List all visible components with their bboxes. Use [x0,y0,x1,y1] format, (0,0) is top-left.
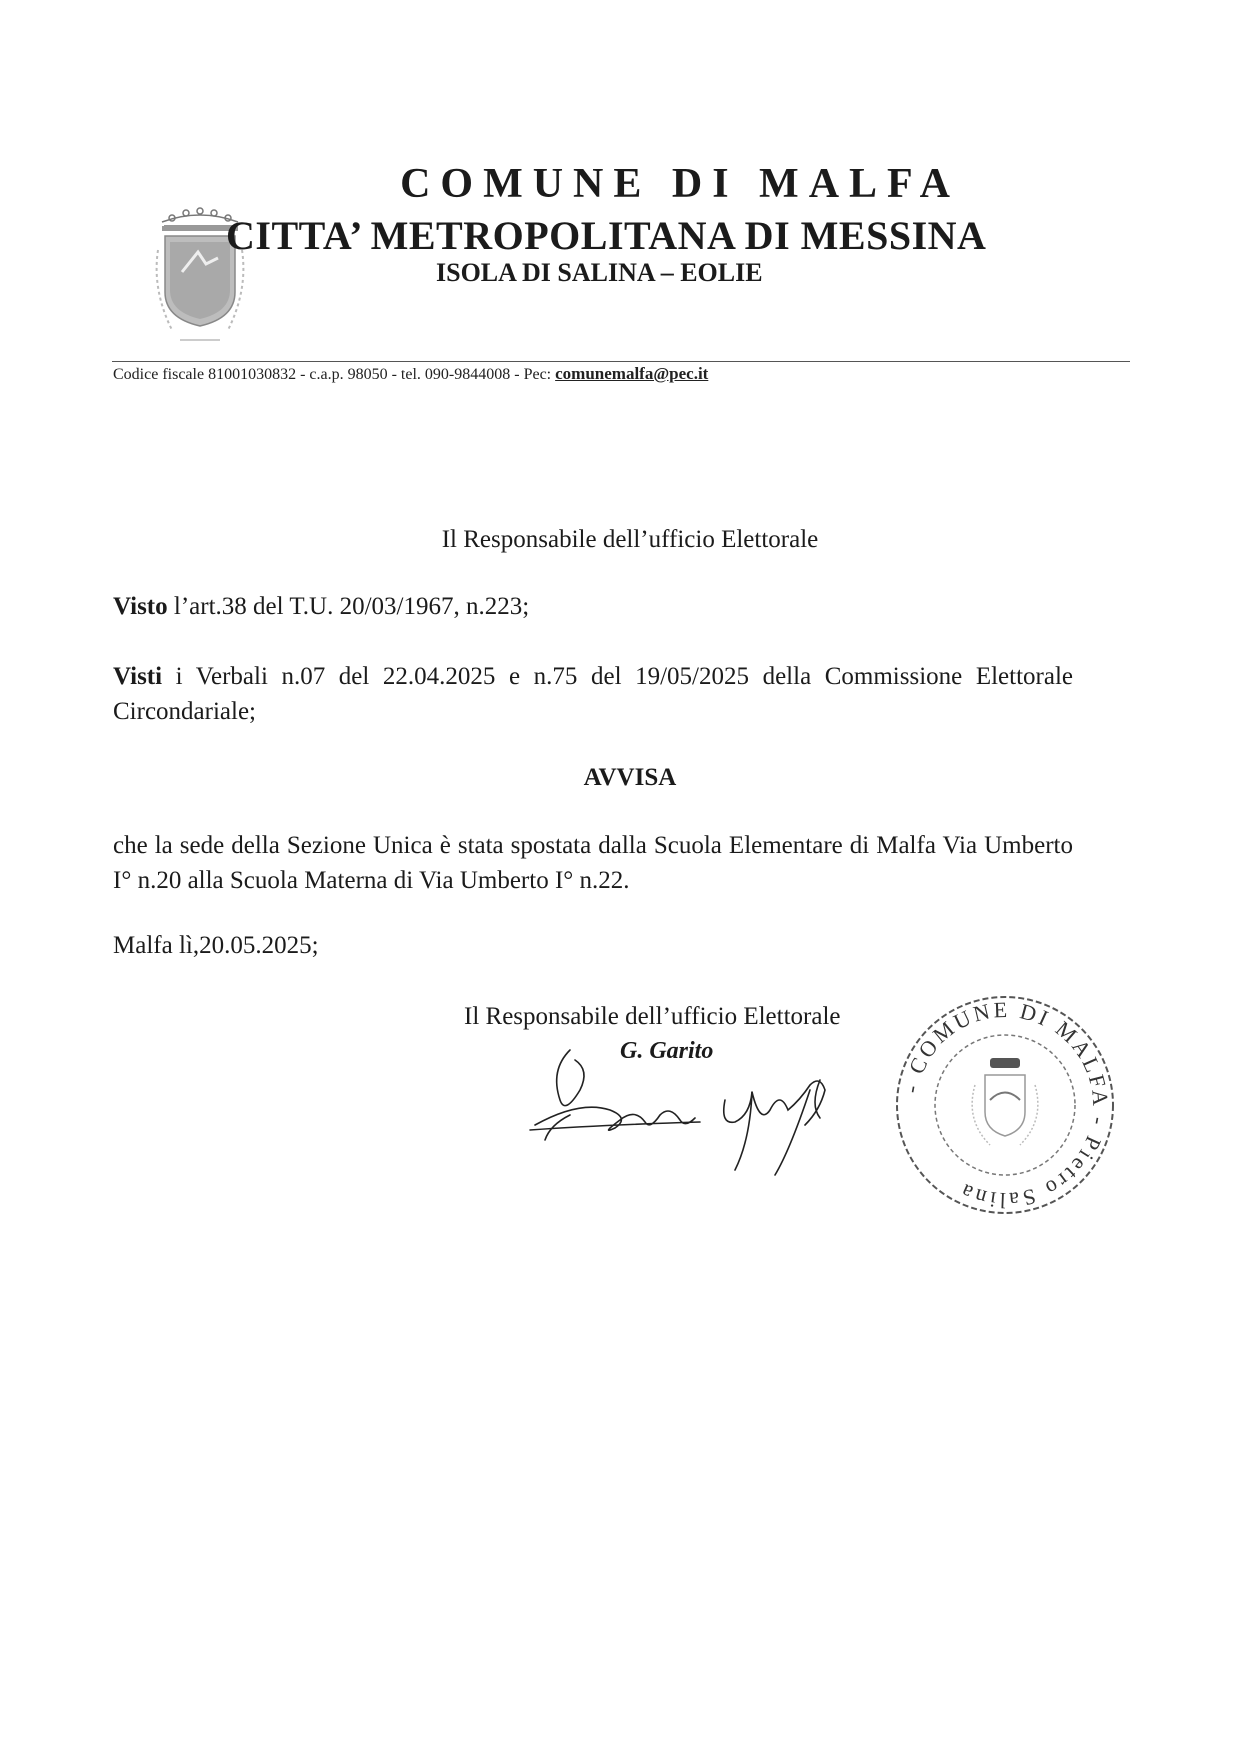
signatory-name: G. Garito [620,1038,714,1064]
avvisa-heading: AVVISA [583,764,677,791]
visto-text: l’art.38 del T.U. 20/03/1967, n.223; [167,593,530,620]
municipality-name: COMUNE DI MALFA [400,161,960,207]
notice-paragraph: che la sede della Sezione Unica è stata spostata dalla Scuola Elementare di Malfa Via Umberto I° n.20 alla Scuola Materna di Via Umberto I° n.22. [113,832,1073,894]
visto-paragraph [113,589,529,624]
pec-email: comunemalfa@pec.it [555,364,709,383]
place-date: Malfa lì,20.05.2025; [113,932,319,959]
header-divider [112,361,1130,362]
municipal-seal-stamp-icon [890,990,1120,1220]
stamp-text: - COMUNE DI MALFA - Pietro Salina [897,996,1114,1214]
signature-title: Il Responsabile dell’ufficio Elettorale [464,1003,841,1030]
svg-text:- COMUNE DI MALFA - Pietro Sal [898,997,1113,1213]
contact-info [113,364,708,384]
visti-label: Visti [113,663,163,690]
visto-label: Visto [113,593,168,620]
visti-text: i Verbali n.07 del 22.04.2025 e n.75 del 19/05/2025 della Commissione Elettorale Circondariale; [113,663,1073,725]
island-name: ISOLA DI SALINA – EOLIE [436,258,763,287]
metro-city-name: CITTA’ METROPOLITANA DI MESSINA [226,213,987,258]
visti-paragraph [113,659,1073,729]
office-title: Il Responsabile dell’ufficio Elettorale [441,526,819,553]
contact-text: Codice fiscale 81001030832 - c.a.p. 98050 - tel. 090-9844008 - Pec: [113,366,556,383]
